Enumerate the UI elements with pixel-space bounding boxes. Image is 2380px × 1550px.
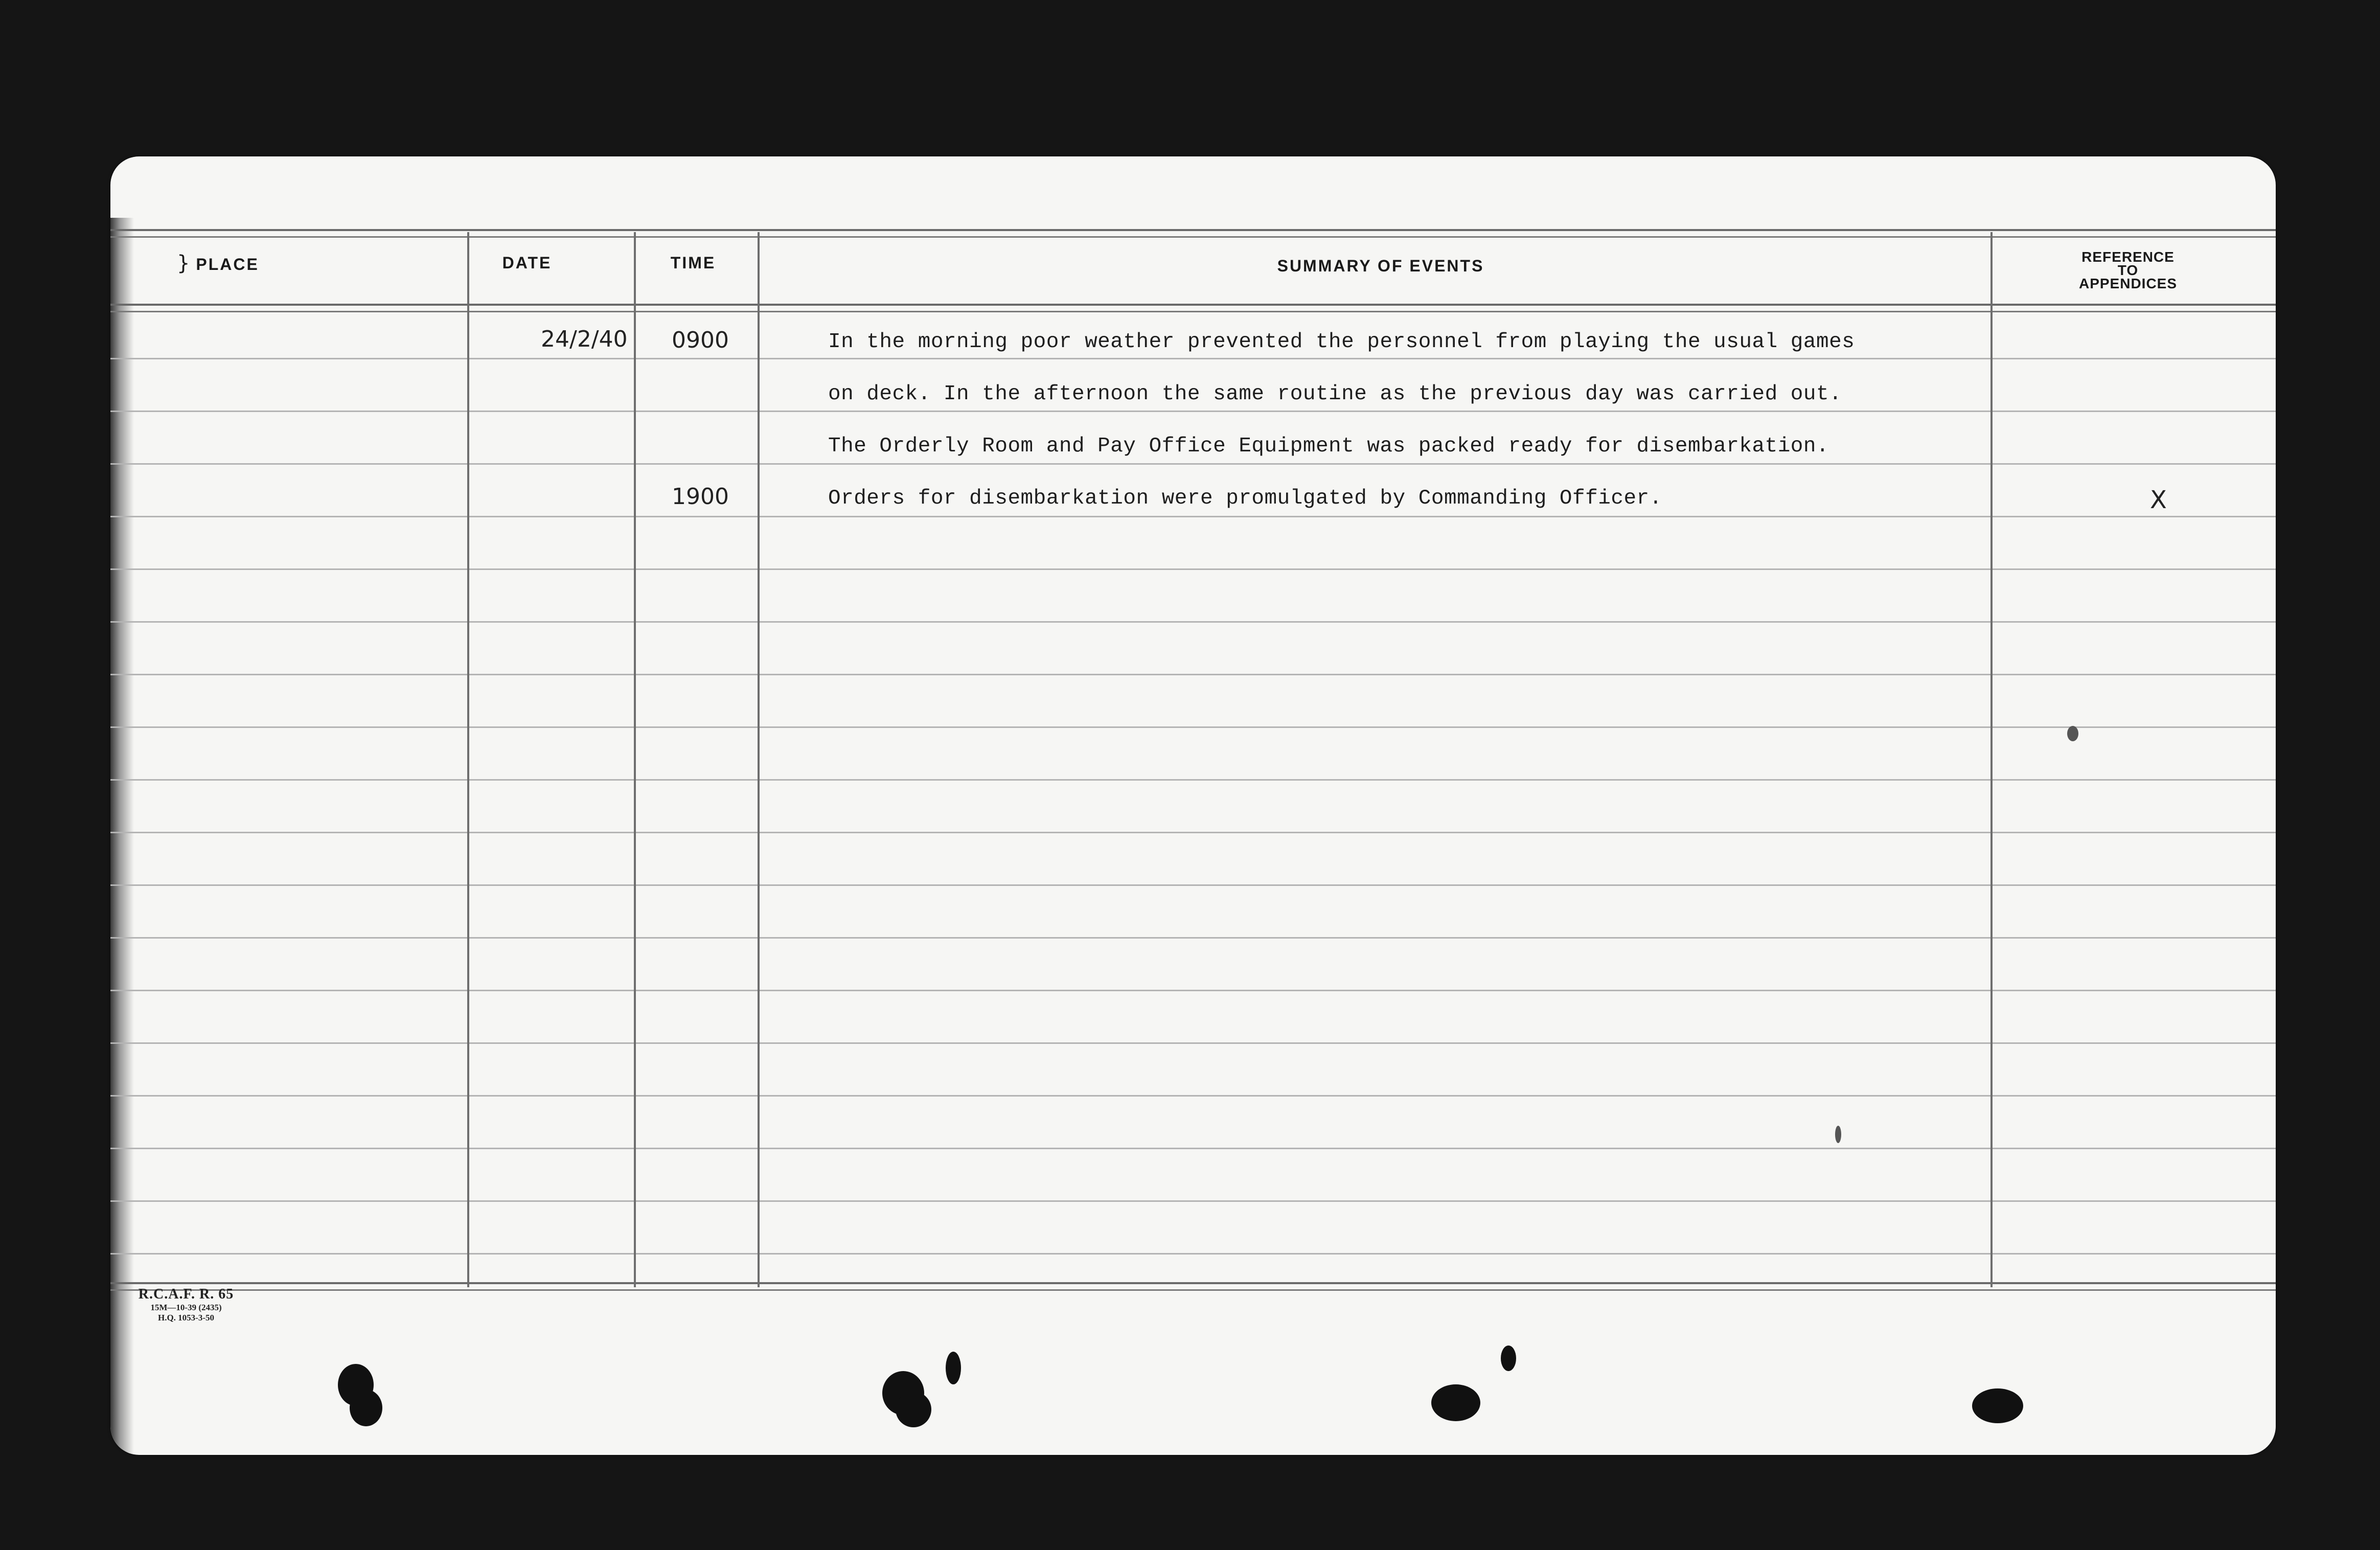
entry-time: 0900 — [672, 327, 729, 353]
column-divider-date-time — [634, 232, 636, 1287]
ink-spot — [2067, 726, 2078, 741]
place-header: } PLACE — [177, 252, 259, 275]
ruled-line — [110, 358, 2276, 359]
entry-time: 1900 — [672, 484, 729, 510]
form-code-line3: H.Q. 1053-3-50 — [157, 1313, 215, 1323]
ruled-line — [110, 832, 2276, 833]
punch-hole — [1431, 1384, 1480, 1421]
ruled-line — [110, 1253, 2276, 1255]
form-bottom-rule — [110, 1282, 2276, 1291]
summary-header: SUMMARY OF EVENTS — [1277, 257, 1484, 275]
entry-text-line: The Orderly Room and Pay Office Equipment was packed ready for disembarkation. — [828, 435, 1829, 458]
reference-header — [1993, 250, 2263, 290]
ink-blot — [946, 1352, 961, 1384]
reference-mark: X — [2150, 486, 2167, 514]
ruled-line — [110, 516, 2276, 517]
ruled-line — [110, 411, 2276, 412]
ruled-line — [110, 937, 2276, 939]
ruled-line — [110, 1042, 2276, 1044]
ruled-line — [110, 568, 2276, 570]
column-divider-place-date — [467, 232, 469, 1287]
entry-text-line: Orders for disembarkation were promulgated by Commanding Officer. — [828, 487, 1662, 510]
entry-text-line: on deck. In the afternoon the same routine as the previous day was carried out. — [828, 382, 1842, 406]
paper-edge-shadow — [110, 218, 134, 1455]
time-header: TIME — [670, 254, 716, 272]
header-top-rule — [110, 229, 2276, 238]
punch-hole — [1972, 1388, 2023, 1423]
ruled-line — [110, 1095, 2276, 1097]
form-code-line2: 15M—10-39 (2435) — [150, 1303, 222, 1312]
ruled-line — [110, 726, 2276, 728]
form-code — [110, 1286, 263, 1323]
ruled-line — [110, 674, 2276, 675]
punch-hole — [350, 1389, 382, 1426]
column-divider-time-summary — [758, 232, 760, 1287]
ruled-line — [110, 1148, 2276, 1149]
reference-header-line3: APPENDICES — [2078, 276, 2178, 291]
ruled-line — [110, 779, 2276, 781]
ruled-line — [110, 884, 2276, 886]
reference-header-line1: REFERENCE — [2081, 249, 2175, 265]
ruled-line — [110, 1200, 2276, 1202]
entry-text-line: In the morning poor weather prevented the personnel from playing the usual games — [828, 330, 1855, 354]
ink-blot — [1501, 1346, 1516, 1371]
column-divider-summary-reference — [1990, 232, 1993, 1287]
entry-date: 24/2/40 — [541, 326, 628, 352]
ink-spot — [1835, 1126, 1841, 1143]
ruled-line — [110, 621, 2276, 623]
reference-header-line2: TO — [2117, 262, 2139, 278]
header-bottom-rule — [110, 304, 2276, 312]
date-header: DATE — [502, 254, 552, 272]
form-code-line1: R.C.A.F. R. 65 — [138, 1286, 234, 1302]
ruled-line — [110, 463, 2276, 465]
war-diary-form — [110, 156, 2276, 1455]
ruled-line — [110, 990, 2276, 991]
punch-hole — [896, 1392, 931, 1427]
